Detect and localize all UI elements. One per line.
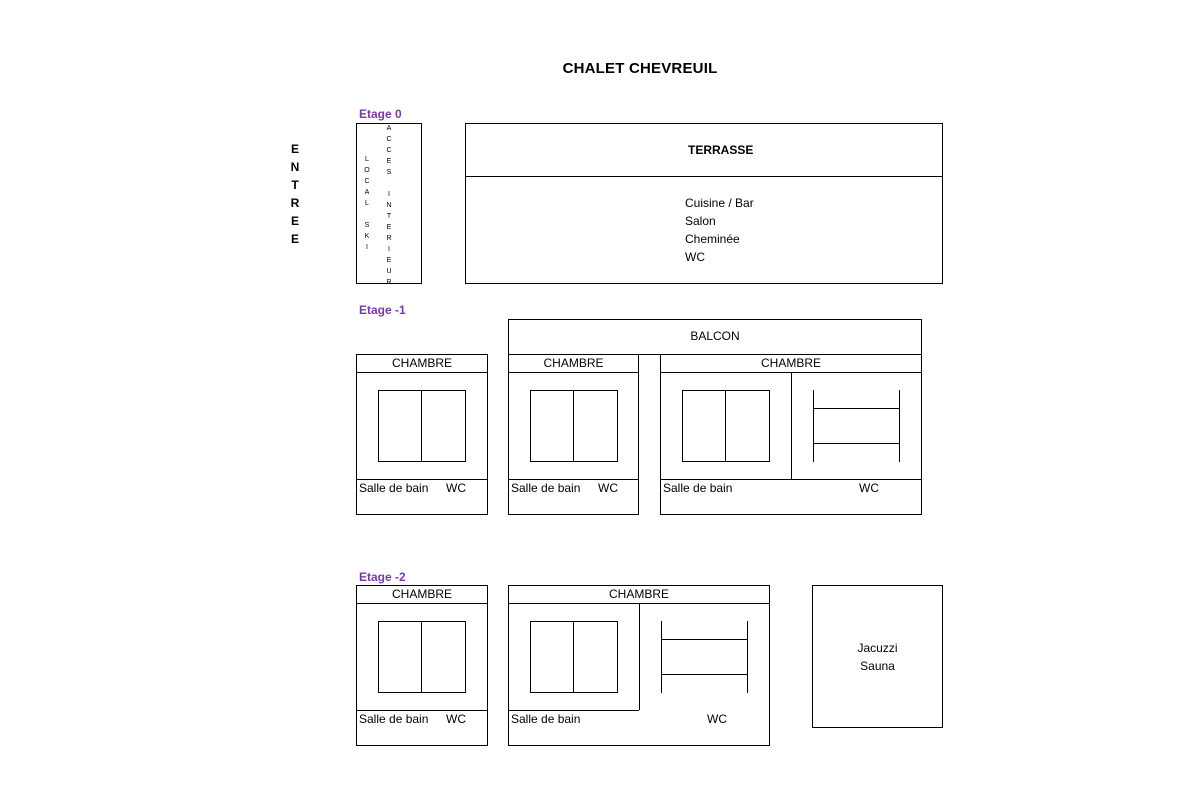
bath-divider [508, 710, 639, 711]
plan-title: CHALET CHEVREUIL [562, 60, 718, 77]
bath-divider [508, 479, 639, 480]
room-title: CHAMBRE [543, 356, 604, 370]
vertical-letter: E [290, 142, 299, 156]
vertical-letter: E [386, 158, 392, 165]
double-bed-icon [378, 390, 466, 462]
terrasse-divider [465, 176, 943, 177]
vertical-letter: I [388, 191, 390, 198]
wc-label: WC [446, 712, 466, 726]
spa-list [812, 639, 943, 675]
double-bed-icon [530, 390, 618, 462]
vertical-letter: E [386, 224, 392, 231]
double-bed-divider [421, 621, 422, 693]
vertical-letter: N [386, 202, 392, 209]
room-partition [791, 372, 792, 479]
living-item: WC [685, 250, 705, 264]
bunk-bed-rail-top [813, 408, 900, 409]
spa-item: Sauna [860, 659, 895, 673]
room-title: CHAMBRE [391, 356, 452, 370]
vertical-letter: N [290, 160, 300, 174]
bathroom-label: Salle de bain [511, 481, 581, 495]
double-bed-divider [421, 390, 422, 462]
balcon-label: BALCON [690, 329, 740, 343]
living-item: Cheminée [685, 232, 740, 246]
vertical-letter: C [386, 147, 392, 154]
vertical-letter: R [386, 279, 392, 286]
double-bed-icon [682, 390, 770, 462]
bunk-bed-rail-bottom [813, 443, 900, 444]
vertical-letter: T [291, 178, 299, 192]
level-label-etage-minus-2: Etage -2 [359, 570, 406, 584]
room-title: CHAMBRE [760, 356, 821, 370]
living-item: Cuisine / Bar [685, 196, 754, 210]
vertical-letter: L [365, 200, 369, 207]
bunk-bed-rail-top [661, 639, 748, 640]
room-title-divider [356, 372, 488, 373]
bath-divider [356, 710, 488, 711]
double-bed-divider [573, 390, 574, 462]
vertical-letter: E [386, 257, 392, 264]
wc-label: WC [446, 481, 466, 495]
bathroom-label: Salle de bain [359, 481, 429, 495]
vertical-letter [388, 178, 390, 189]
double-bed-icon [530, 621, 618, 693]
living-item: Salon [685, 214, 716, 228]
bunk-bed-post-right [899, 390, 900, 462]
vertical-letter: C [364, 178, 370, 185]
bathroom-label: Salle de bain [663, 481, 733, 495]
vertical-letter: R [290, 196, 300, 210]
vertical-letter: A [386, 125, 392, 132]
wc-label: WC [859, 481, 879, 495]
vertical-letter [366, 209, 368, 220]
bunk-bed-post-right [747, 621, 748, 693]
level-label-etage-0: Etage 0 [359, 107, 402, 121]
vertical-letter: K [364, 233, 370, 240]
vertical-letter: A [364, 189, 370, 196]
bath-divider [660, 479, 922, 480]
local-ski-label [362, 154, 372, 253]
spa-item: Jacuzzi [857, 641, 898, 655]
bath-divider [356, 479, 488, 480]
terrasse-label: TERRASSE [688, 143, 754, 157]
vertical-letter: S [364, 222, 370, 229]
acces-interieur-label [384, 123, 394, 288]
room-title-divider [356, 603, 488, 604]
entrance-label [288, 140, 302, 248]
vertical-letter: E [290, 232, 299, 246]
wc-label: WC [707, 712, 727, 726]
vertical-letter: R [386, 235, 392, 242]
living-room-list [685, 194, 754, 266]
vertical-letter: I [388, 246, 390, 253]
level-label-etage-minus-1: Etage -1 [359, 303, 406, 317]
vertical-letter: L [365, 156, 369, 163]
room-title: CHAMBRE [391, 587, 452, 601]
bathroom-label: Salle de bain [359, 712, 429, 726]
double-bed-divider [573, 621, 574, 693]
vertical-letter: U [386, 268, 392, 275]
room-title-divider [508, 372, 639, 373]
bunk-bed-post-left [661, 621, 662, 693]
room-partition [639, 603, 640, 710]
bunk-bed-post-left [813, 390, 814, 462]
double-bed-divider [725, 390, 726, 462]
double-bed-icon [378, 621, 466, 693]
bunk-bed-rail-bottom [661, 674, 748, 675]
vertical-letter: E [290, 214, 299, 228]
bathroom-label: Salle de bain [511, 712, 581, 726]
vertical-letter: I [366, 244, 368, 251]
room-title: CHAMBRE [608, 587, 669, 601]
wc-label: WC [598, 481, 618, 495]
vertical-letter: T [386, 213, 392, 220]
vertical-letter: O [364, 167, 370, 174]
vertical-letter: C [386, 136, 392, 143]
vertical-letter: S [386, 169, 392, 176]
